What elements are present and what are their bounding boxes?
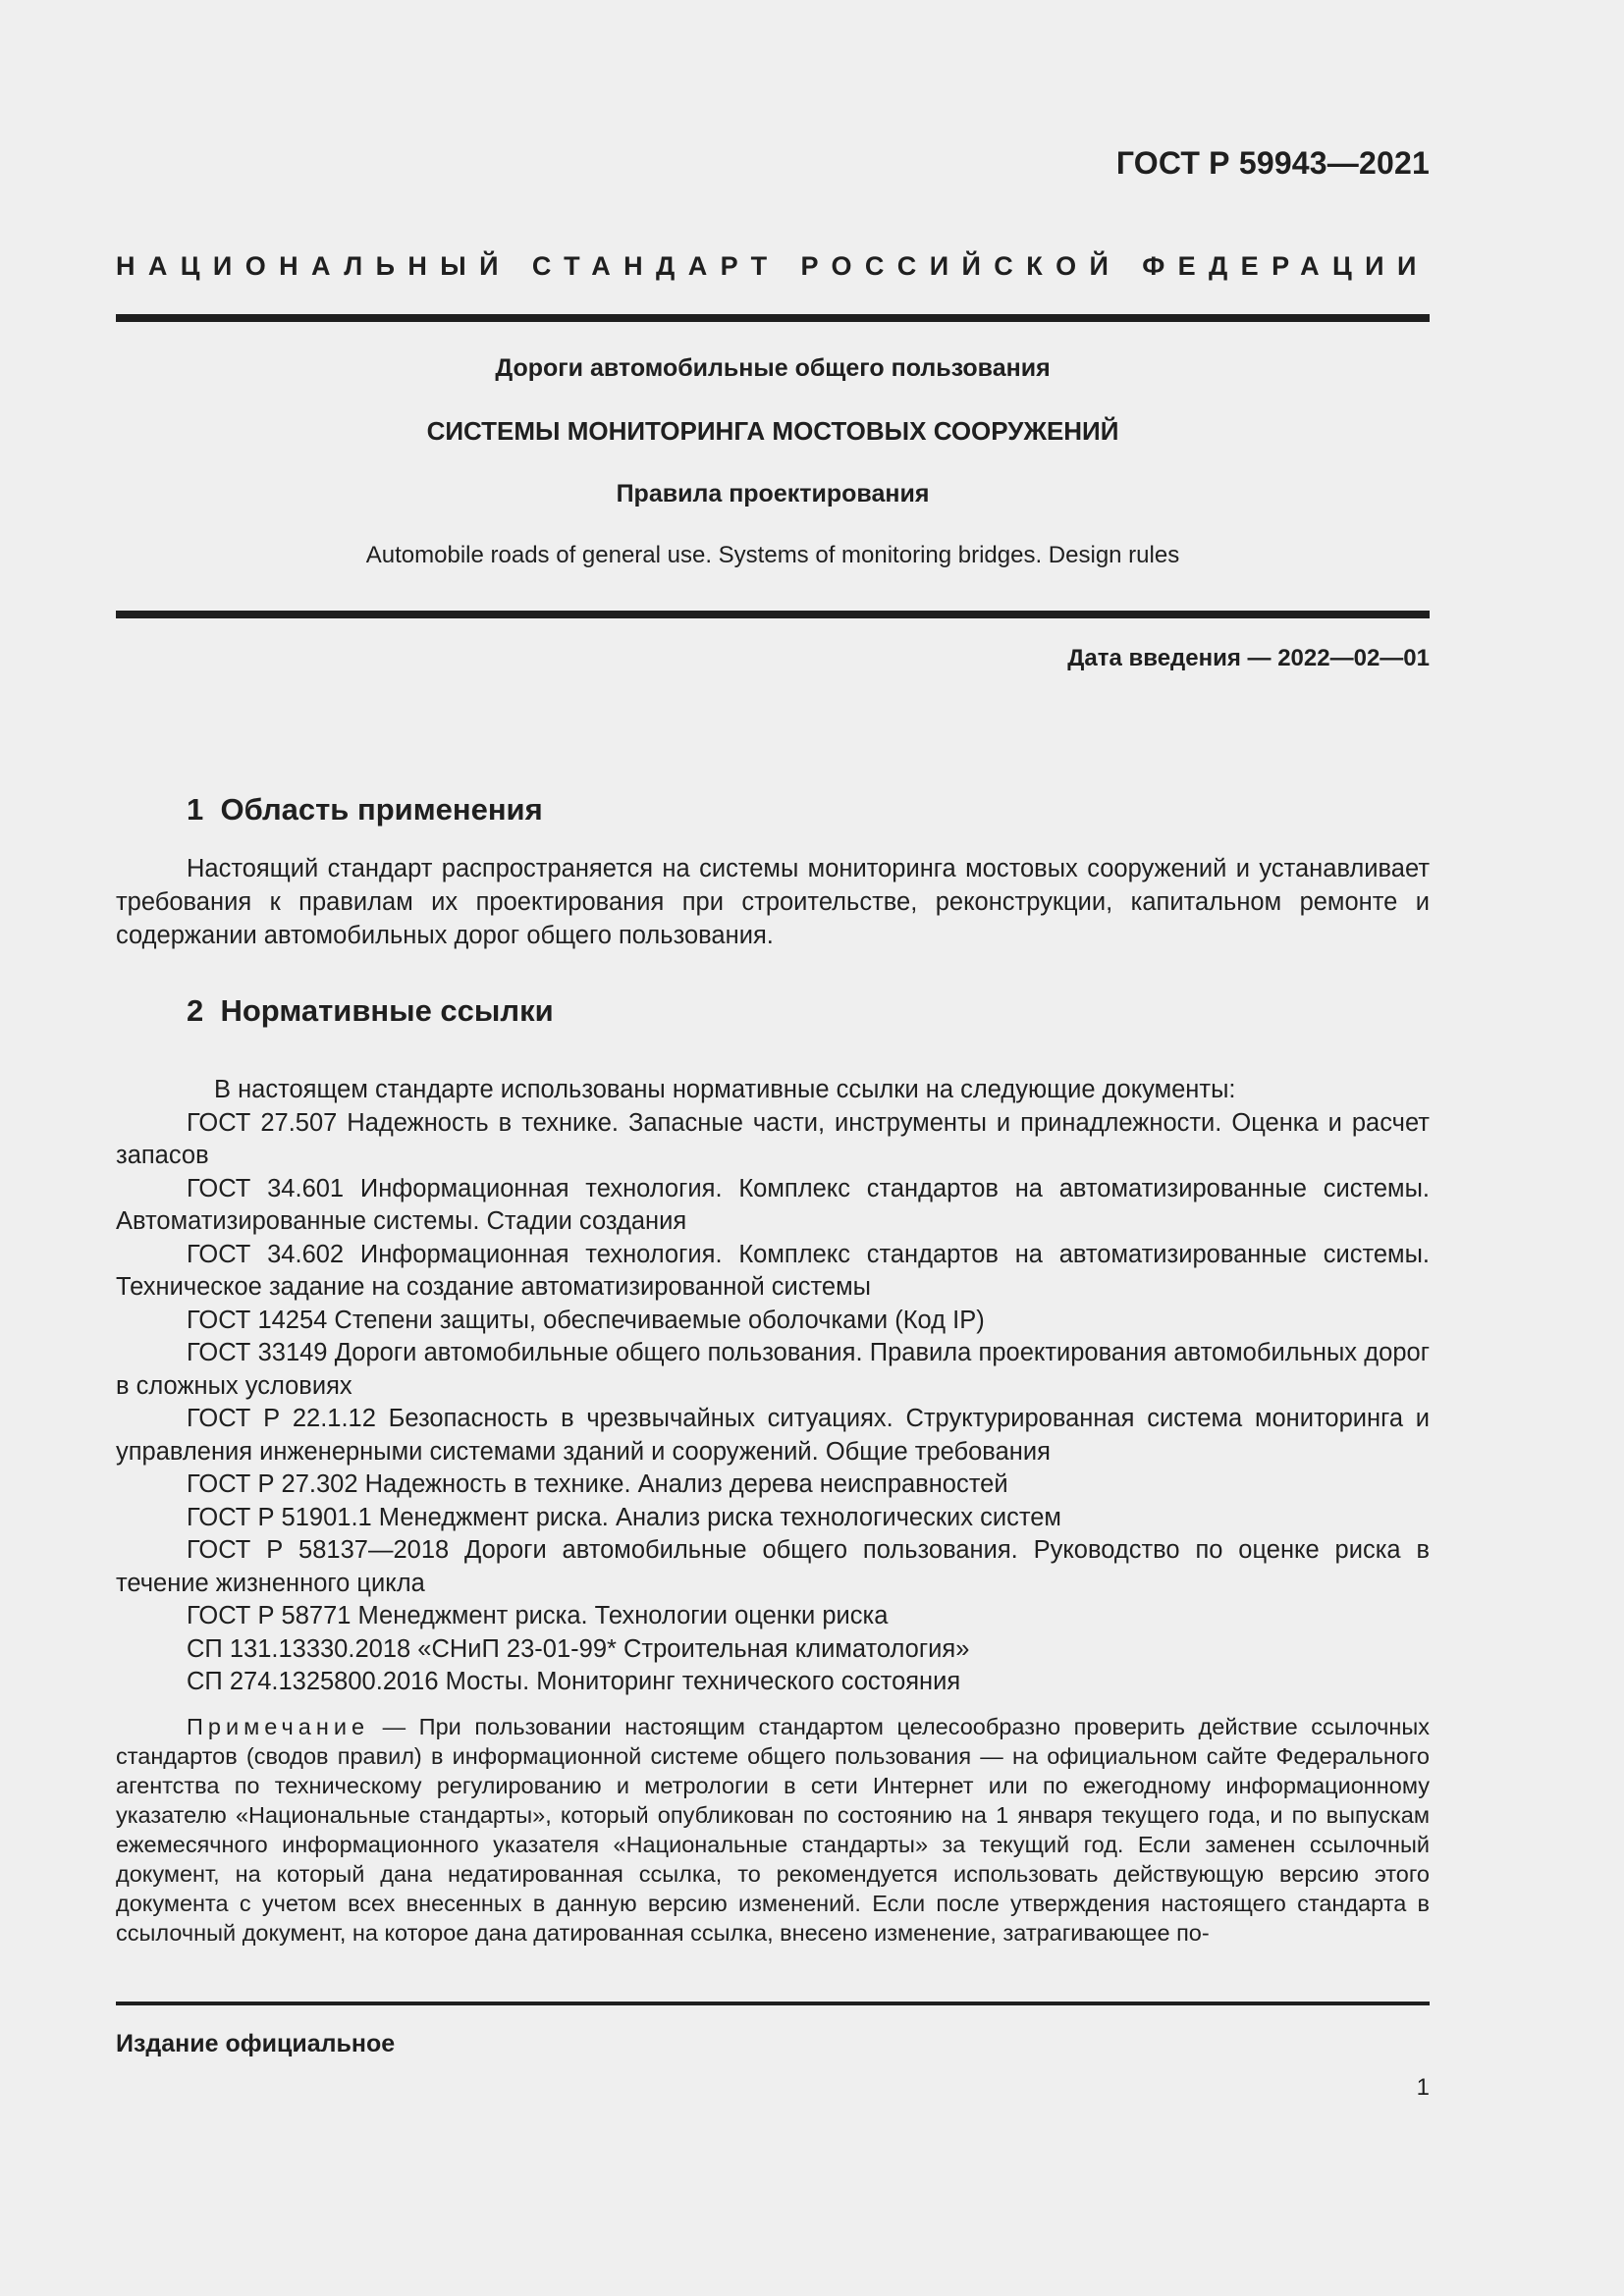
title-line-3: Правила проектирования (616, 480, 930, 507)
top-rule (116, 314, 1430, 322)
reference-item: ГОСТ 14254 Степени защиты, обеспечиваемые оболочками (Код IP) (187, 1306, 985, 1334)
title-line-1: Дороги автомобильные общего пользования (495, 354, 1051, 382)
reference-item: ГОСТ 34.601 Информационная технология. Комплекс стандартов на автоматизированные системы. Автоматизированные системы. Стадии создания (116, 1174, 1430, 1235)
reference-item: СП 274.1325800.2016 Мосты. Мониторинг технического состояния (187, 1668, 961, 1695)
reference-item: ГОСТ Р 51901.1 Менеджмент риска. Анализ риска технологических систем (187, 1503, 1061, 1531)
english-title: Automobile roads of general use. Systems of monitoring bridges. Design rules (365, 542, 1180, 568)
references-list (116, 1074, 1430, 1699)
reference-item: СП 131.13330.2018 «СНиП 23-01-99* Строительная климатология» (187, 1634, 970, 1663)
reference-item: ГОСТ 33149 Дороги автомобильные общего пользования. Правила проектирования автомобильных дорог в сложных условиях (116, 1339, 1430, 1400)
note-text: — При пользовании настоящим стандартом целесообразно проверить действие ссылочных стандартов (сводов правил) в информационной системе общего пользования — на официальном сайте Федерального агентства по техническому регулированию и метрологии в сети Интернет или по ежегодному информационному указателю «Национальные стандарты», который опубликован по состоянию на 1 января текущего года, и по выпускам ежемесячного информационного указателя «Национальные стандарты» за текущий год. Если заменен ссылочный документ, на который дана недатированная ссылка, то рекомендуется использовать действующую версию этого документа с учетом всех внесенных в данную версию изменений. Если после утверждения настоящего стандарта в ссылочный документ, на которое дана датированная ссылка, внесено изменение, затрагивающее по- (116, 1714, 1430, 1946)
reference-item: ГОСТ Р 58771 Менеджмент риска. Технологии оценки риска (187, 1602, 889, 1629)
national-standard-banner: НАЦИОНАЛЬНЫЙ СТАНДАРТ РОССИЙСКОЙ ФЕДЕРАЦИИ (116, 251, 1430, 281)
reference-item: ГОСТ Р 22.1.12 Безопасность в чрезвычайных ситуациях. Структурированная система мониторинга и управления инженерными системами зданий и сооружений. Общие требования (116, 1405, 1430, 1466)
note-paragraph (116, 1712, 1430, 1948)
section-1-heading: 1 Область применения (187, 792, 543, 827)
reference-item: ГОСТ Р 27.302 Надежность в технике. Анализ дерева неисправностей (187, 1470, 1008, 1498)
note-label: Примечание (187, 1714, 370, 1739)
introduction-date: Дата введения — 2022—02—01 (1067, 645, 1430, 671)
footer-rule (116, 2002, 1430, 2005)
section-1-body (116, 852, 1430, 952)
section-2-heading: 2 Нормативные ссылки (187, 993, 554, 1028)
standard-number: ГОСТ Р 59943—2021 (1115, 145, 1430, 181)
official-edition-label: Издание официальное (116, 2030, 396, 2057)
title-bottom-rule (116, 611, 1430, 618)
title-line-2: СИСТЕМЫ МОНИТОРИНГА МОСТОВЫХ СООРУЖЕНИЙ (426, 416, 1119, 446)
reference-item: ГОСТ Р 58137—2018 Дороги автомобильные общего пользования. Руководство по оценке риска в течение жизненного цикла (116, 1536, 1430, 1597)
reference-item: ГОСТ 34.602 Информационная технология. Комплекс стандартов на автоматизированные системы. Техническое задание на создание автоматизированной системы (116, 1240, 1430, 1301)
section-1-paragraph: Настоящий стандарт распространяется на системы мониторинга мостовых сооружений и устанавливает требования к правилам их проектирования при строительстве, реконструкции, капитальном ремонте и содержании автомобильных дорог общего пользования. (116, 855, 1430, 949)
page-number: 1 (1416, 2074, 1430, 2101)
reference-item: ГОСТ 27.507 Надежность в технике. Запасные части, инструменты и принадлежности. Оценка и расчет запасов (116, 1108, 1430, 1169)
note-block (116, 1712, 1430, 1948)
references-lead: В настоящем стандарте использованы нормативные ссылки на следующие документы: (214, 1076, 1236, 1103)
